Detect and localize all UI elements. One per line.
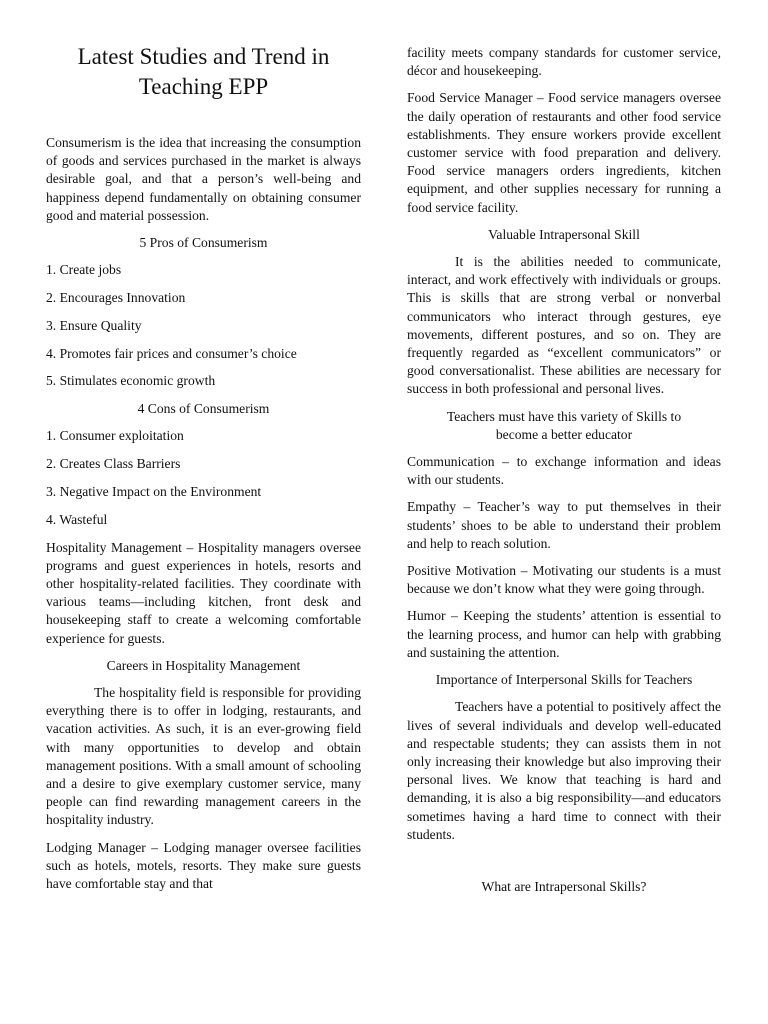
cons-item: 2. Creates Class Barriers	[46, 456, 181, 472]
motivation-paragraph: Positive Motivation – Motivating our students is a must because we don’t know what they were going through.	[407, 563, 721, 597]
pros-item: 1. Create jobs	[46, 262, 122, 278]
cons-heading: 4 Cons of Consumerism	[137, 401, 270, 417]
cons-item: 3. Negative Impact on the Environment	[46, 484, 262, 499]
valuable-skill-paragraph: It is the abilities needed to communicate, interact, and work effectively with individuals or groups. This is skills that are strong verbal or nonverbal communicators who interact through gestures, eye movements, different postures, and so on. They are frequently regarded as “excellent communicators” or good conversationalist. These abilities are necessary for success in both professional and personal lives.	[407, 254, 721, 397]
cons-item: 1. Consumer exploitation	[46, 428, 184, 444]
consumerism-paragraph: Consumerism is the idea that increasing the consumption of goods and services purchased in the market is always desirable goal, and that a person’s well-being and happiness depend fundamentally on obtaining consumer good and material possession.	[46, 135, 361, 223]
food-service-paragraph: Food Service Manager – Food service managers oversee the daily operation of restaurants and other food service establishments. They ensure workers provide excellent customer service with food preparation and delivery. Food service managers orders ingredients, kitchen equipment, and other supplies necessary for running a food service facility.	[407, 90, 721, 215]
careers-heading: Careers in Hospitality Management	[106, 657, 301, 673]
valuable-skill-heading: Valuable Intrapersonal Skill	[488, 226, 640, 242]
teachers-skills-heading: Teachers must have this variety of Skills to become a better educator	[446, 408, 682, 442]
pros-heading: 5 Pros of Consumerism	[139, 235, 268, 251]
pros-item: 3. Ensure Quality	[46, 317, 142, 333]
cons-item: 4. Wasteful	[46, 511, 108, 527]
right-column	[407, 44, 721, 905]
pros-item: 4. Promotes fair prices and consumer’s choice	[46, 345, 297, 361]
communication-paragraph: Communication – to exchange information and ideas with our students.	[407, 454, 721, 488]
hospitality-paragraph: Hospitality Management – Hospitality managers oversee programs and guest experiences in hotels, resorts and other hospitality-related facilities. They coordinate with various teams—including kitchen, front desk and housekeeping staff to create a welcoming comfortable experience for guests.	[46, 539, 361, 646]
page-title: Latest Studies and Trend in Teaching EPP	[77, 44, 330, 99]
lodging-continued-paragraph: facility meets company standards for customer service, décor and housekeeping.	[407, 45, 721, 79]
intrapersonal-heading: What are Intrapersonal Skills?	[481, 878, 647, 894]
left-column	[46, 0, 361, 902]
humor-paragraph: Humor – Keeping the students’ attention is essential to the learning process, and humor can help with grabbing and sustaining the attention.	[407, 608, 721, 660]
empathy-paragraph: Empathy – Teacher’s way to put themselves in their students’ shoes to be able to understand their problem and help to reach solution.	[407, 499, 721, 551]
importance-heading: Importance of Interpersonal Skills for Teachers	[435, 672, 693, 688]
importance-paragraph: Teachers have a potential to positively affect the lives of several individuals and develop well-educated and respectable students; they can assists them in not only increasing their knowledge but also improving their personal lives. We know that teaching is hard and demanding, it is also a big responsibility—and educators sometimes having a hard time to connect with their students.	[407, 699, 721, 842]
pros-item: 2. Encourages Innovation	[46, 290, 186, 306]
lodging-paragraph: Lodging Manager – Lodging manager oversee facilities such as hotels, motels, resorts. They make sure guests have comfortable stay and that	[46, 839, 361, 892]
careers-paragraph: The hospitality field is responsible for providing everything there is to offer in lodging, restaurants, and vacation activities. As such, it is an ever-growing field with many opportunities to develop and obtain management positions. With a small amount of schooling and a desire to give exemplary customer service, many people can find rewarding management careers in the hospitality industry.	[46, 685, 361, 828]
pros-item: 5. Stimulates economic growth	[46, 373, 216, 389]
